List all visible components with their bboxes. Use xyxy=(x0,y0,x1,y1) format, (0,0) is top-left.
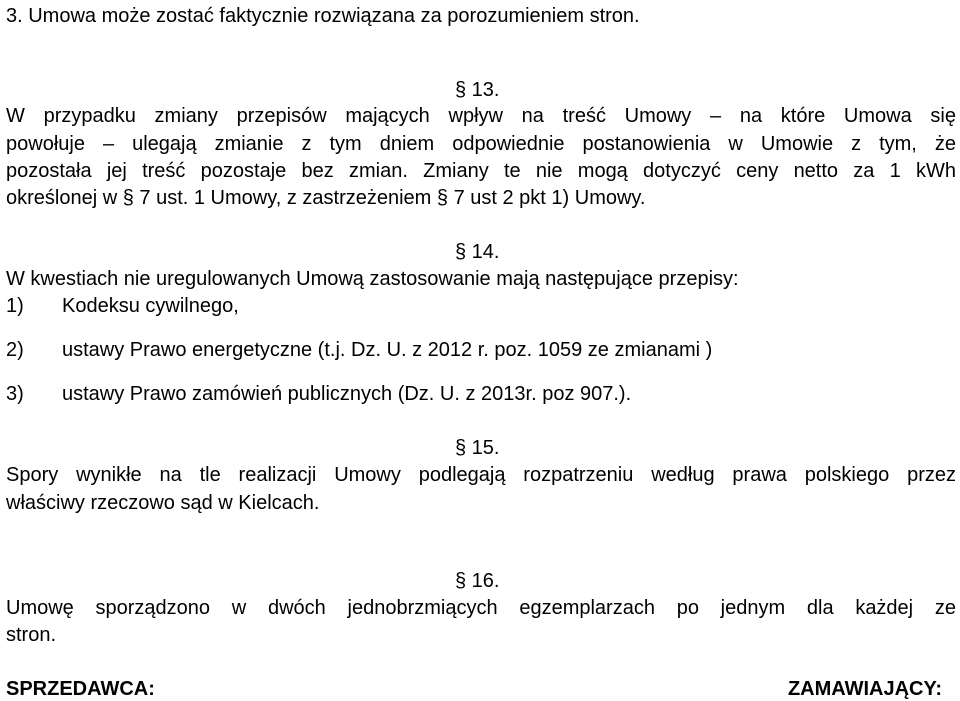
section-16-line-2: stron. xyxy=(6,624,57,646)
list-number: 1) xyxy=(6,295,24,317)
section-14-item-3 xyxy=(6,382,631,406)
list-number: 3) xyxy=(6,383,24,405)
list-text: ustawy Prawo zamówień publicznych (Dz. U. z 2013r. poz 907.). xyxy=(62,383,632,405)
list-text: ustawy Prawo energetyczne (t.j. Dz. U. z 2012 r. poz. 1059 ze zmianami ) xyxy=(62,339,713,361)
section-13-line-4: określonej w § 7 ust. 1 Umowy, z zastrzeżeniem § 7 ust 2 pkt 1) Umowy. xyxy=(6,187,646,209)
list-text: Kodeksu cywilnego, xyxy=(62,295,239,317)
section-14-heading: § 14. xyxy=(455,241,500,263)
point-3: 3. Umowa może zostać faktycznie rozwiązana za porozumieniem stron. xyxy=(6,5,640,27)
section-14-item-1 xyxy=(6,294,239,318)
section-14-item-2 xyxy=(6,338,712,362)
section-16-line-1: Umowę sporządzono w dwóch jednobrzmiących egzemplarzach po jednym dla każdej ze xyxy=(6,597,956,619)
section-15-line-2: właściwy rzeczowo sąd w Kielcach. xyxy=(6,492,320,514)
section-13-line-1: W przypadku zmiany przepisów mających wpływ na treść Umowy – na które Umowa się xyxy=(6,105,956,127)
section-13-heading: § 13. xyxy=(455,79,500,101)
buyer-signature-label: ZAMAWIAJĄCY: xyxy=(787,678,942,700)
section-13-line-2: powołuje – ulegają zmianie z tym dniem odpowiednie postanowienia w Umowie z tym, że xyxy=(6,133,956,155)
section-15-line-1: Spory wynikłe na tle realizacji Umowy podlegają rozpatrzeniu według prawa polskiego przez xyxy=(6,464,956,486)
section-13-line-3: pozostała jej treść pozostaje bez zmian. Zmiany te nie mogą dotyczyć ceny netto za 1 kWh xyxy=(6,160,956,182)
list-number: 2) xyxy=(6,339,24,361)
section-14-intro: W kwestiach nie uregulowanych Umową zastosowanie mają następujące przepisy: xyxy=(6,268,739,290)
section-15-heading: § 15. xyxy=(455,437,500,459)
seller-signature-label: SPRZEDAWCA: xyxy=(6,678,155,700)
section-16-heading: § 16. xyxy=(455,570,500,592)
